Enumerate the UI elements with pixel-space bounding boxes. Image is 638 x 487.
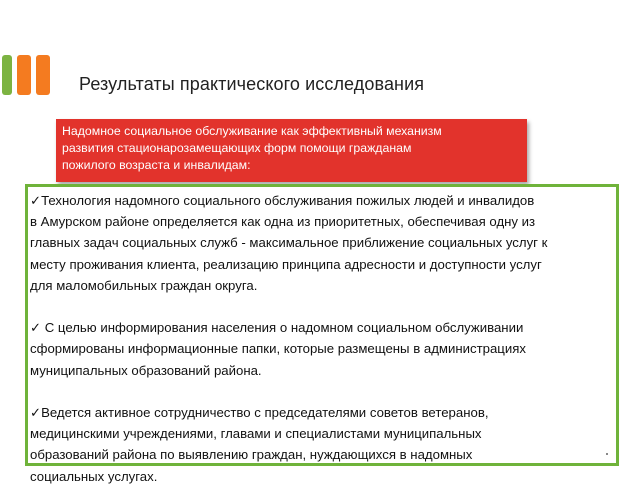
callout-line: развития стационарозамещающих форм помощи гражданам: [62, 141, 412, 155]
text-line: [30, 317, 620, 338]
text-line: муниципальных образований района.: [30, 362, 262, 378]
slide-title: Результаты практического исследования: [79, 74, 425, 94]
text-line: для маломобильных граждан округа.: [30, 277, 258, 293]
decor-bar-orange-2: [36, 55, 50, 95]
text-line-content: Технология надомного социального обслуживания пожилых людей и инвалидов: [41, 193, 535, 208]
text-line: [30, 190, 620, 211]
decor-bar-orange-1: [17, 55, 31, 95]
paragraph-3: [30, 402, 620, 487]
text-line: социальных услугах.: [30, 468, 158, 484]
callout-box: [56, 119, 527, 182]
text-line-content: Ведется активное сотрудничество с председателями советов ветеранов,: [41, 405, 489, 420]
callout-line: пожилого возраста и инвалидам:: [62, 158, 251, 172]
text-line: в Амурском районе определяется как одна из приоритетных, обеспечивая одну из: [30, 214, 536, 230]
text-line: медицинскими учреждениями, главами и специалистами муниципальных: [30, 426, 482, 442]
callout-line: Надомное социальное обслуживание как эффективный механизм: [62, 124, 442, 138]
text-line: месту проживания клиента, реализацию принципа адресности и доступности услуг: [30, 256, 542, 272]
text-line: главных задач социальных служб - максимальное приближение социальных услуг к: [30, 235, 548, 251]
paragraph-2: [30, 317, 620, 381]
paragraph-1: [30, 190, 620, 296]
text-line: сформированы информационные папки, которые размещены в администрациях: [30, 341, 526, 357]
text-line: [30, 402, 620, 423]
checkmark-icon: ✓: [30, 320, 42, 336]
checkmark-icon: ✓: [30, 405, 42, 420]
text-line: образований района по выявлению граждан, нуждающихся в надомных: [30, 447, 473, 463]
checkmark-icon: ✓: [30, 193, 42, 208]
content-text: [30, 190, 620, 487]
decor-bar-green: [2, 55, 12, 95]
text-line-content: С целью информирования населения о надомном социальном обслуживании: [41, 320, 524, 336]
decor-dot: [606, 453, 608, 455]
